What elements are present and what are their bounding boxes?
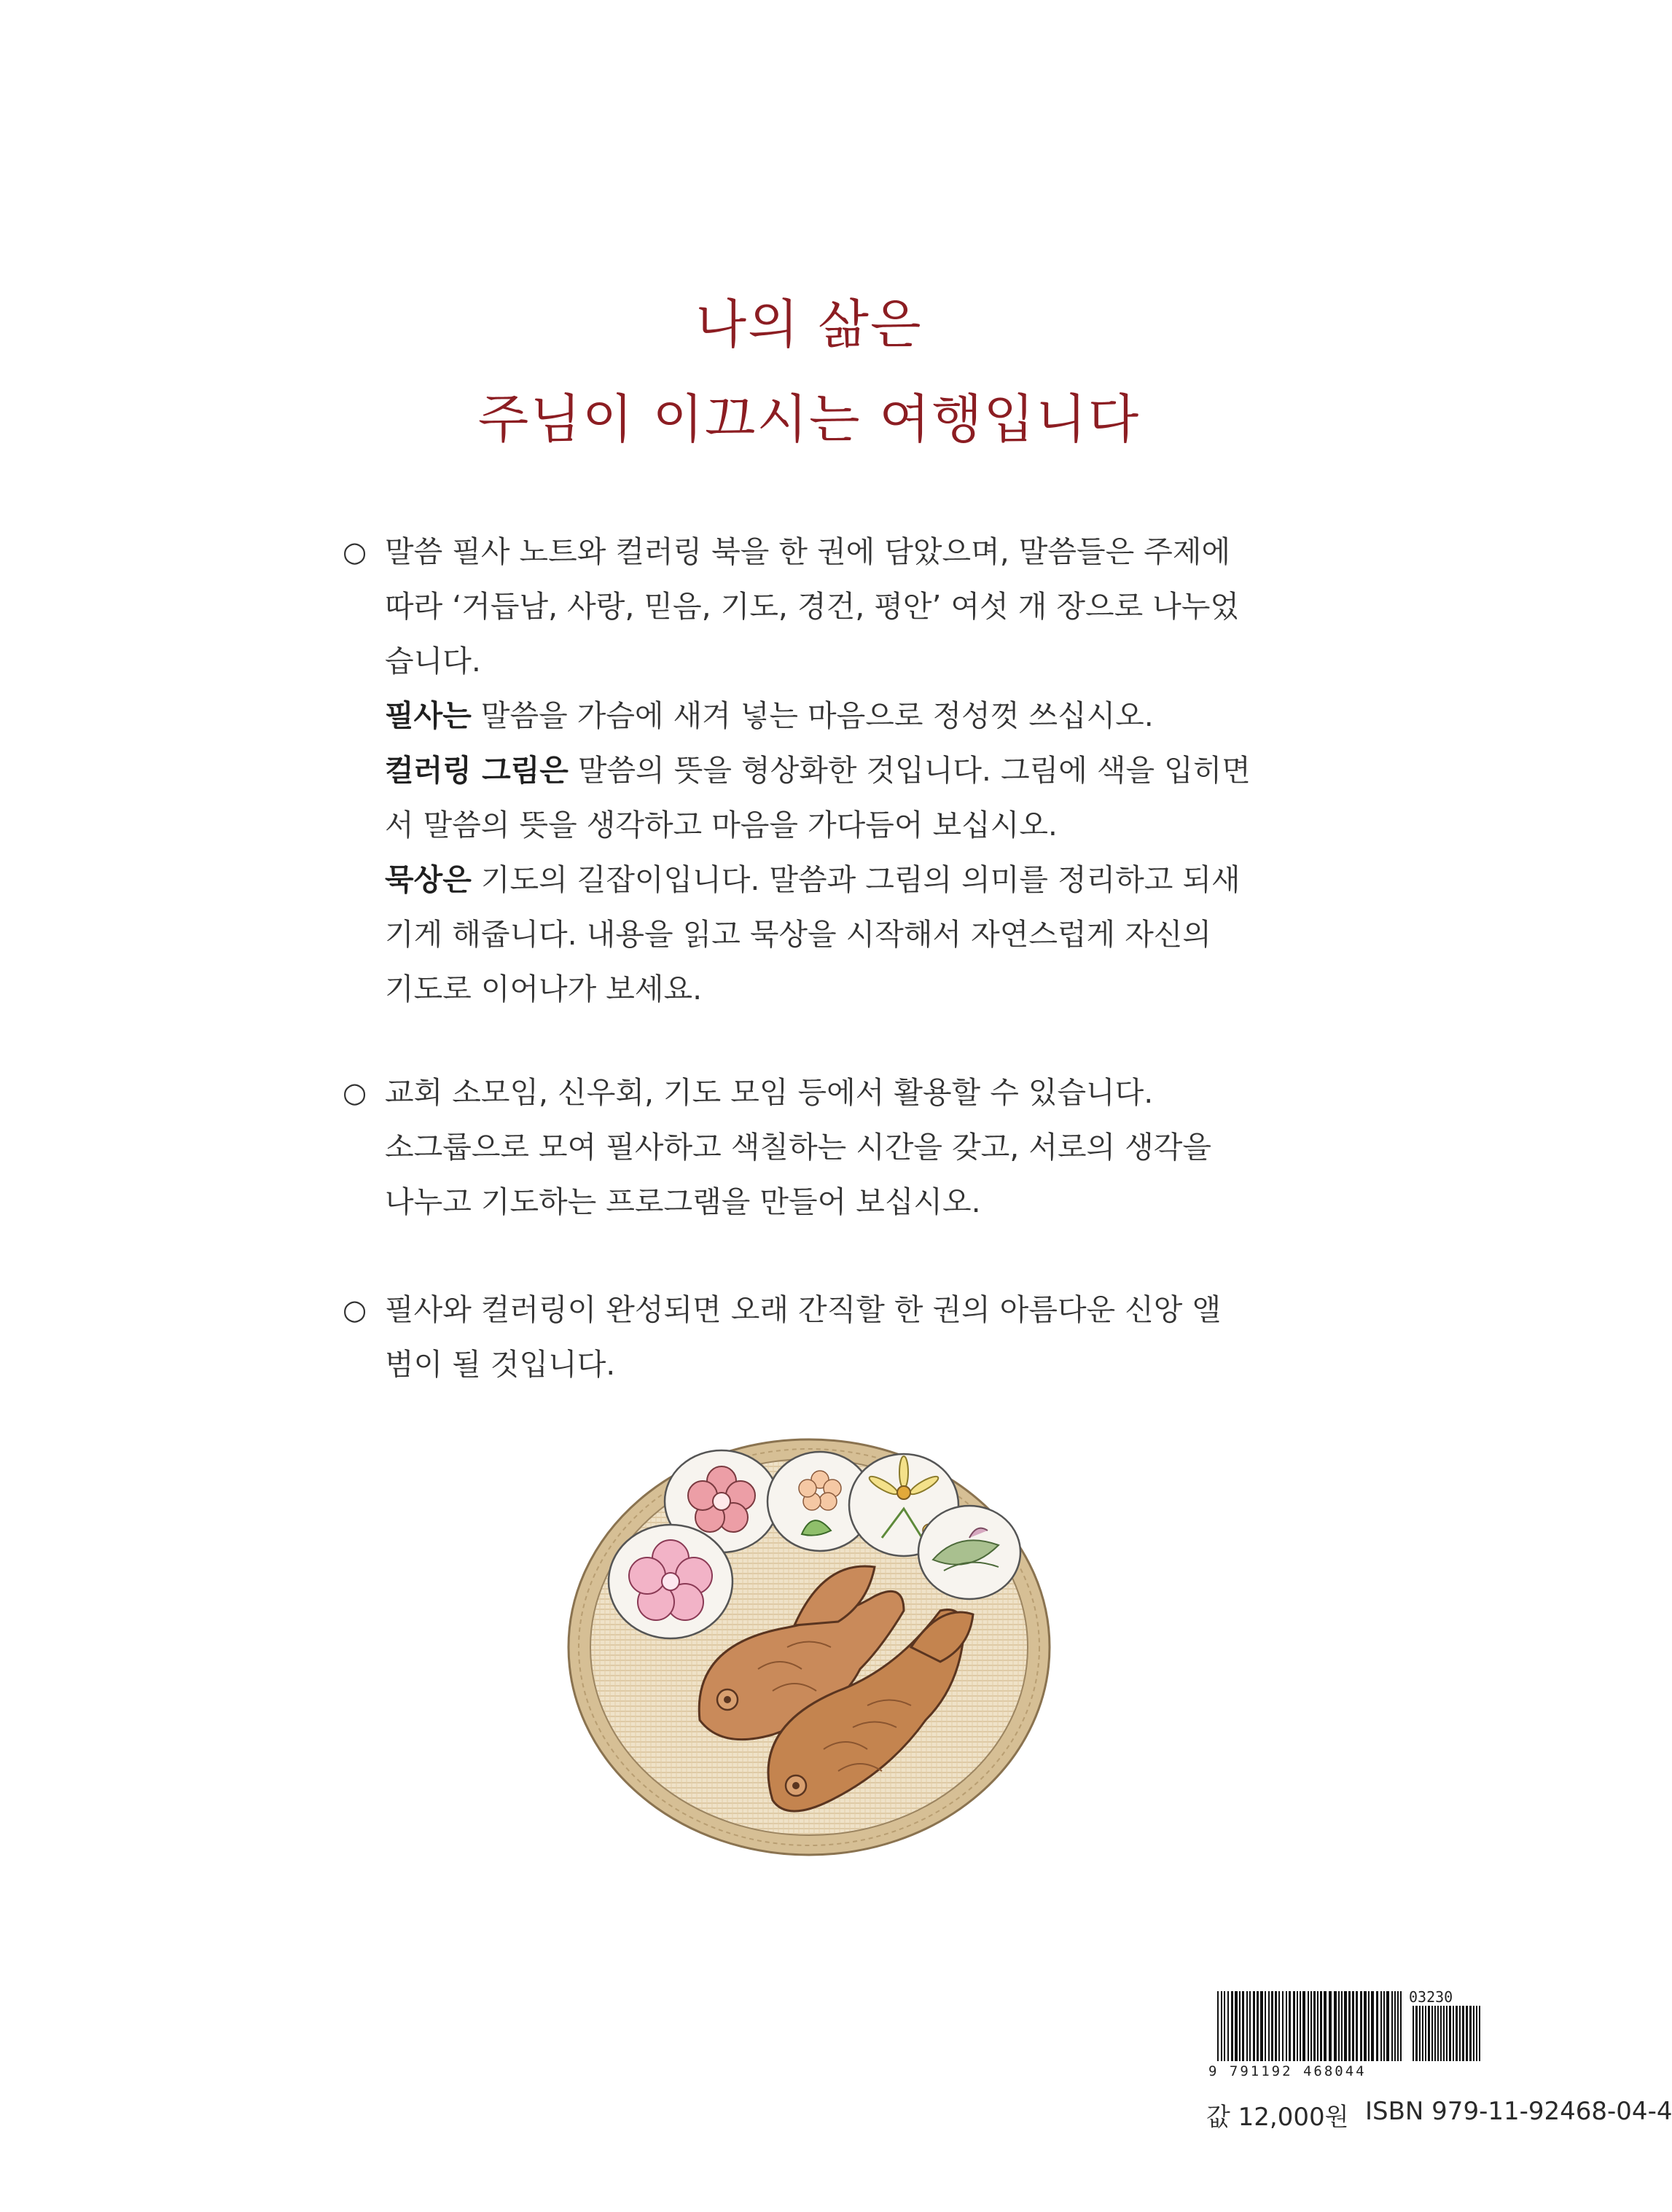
headline: [0, 277, 1618, 466]
pilsa-label: 필사는: [385, 698, 472, 733]
text: 말씀의 뜻을 형상화한 것입니다. 그림에 색을 입히면: [568, 753, 1251, 788]
paragraph-line: [343, 798, 1290, 853]
paragraph-line: [343, 907, 1290, 962]
headline-line-2: 주님이 이끄시는 여행입니다: [477, 388, 1141, 450]
description-section-3: [343, 1283, 1290, 1392]
headline-line-1: 나의 삶은: [695, 294, 923, 355]
text: 말씀을 가슴에 새겨 넣는 마음으로 정성껏 쓰십시오.: [471, 698, 1154, 733]
barcode-number: 9 791192 468044: [1208, 2063, 1367, 2079]
text: 기도의 길잡이입니다. 말씀과 그림의 의미를 정리하고 되새: [471, 862, 1241, 897]
paragraph-line: [343, 1283, 1290, 1337]
paragraph-line: [343, 689, 1290, 743]
rice-cake-pink-flower: [609, 1525, 733, 1638]
text: 말씀 필사 노트와 컬러링 북을 한 권에 담았으며, 말씀들은 주제에: [385, 534, 1231, 569]
paragraph-line: [343, 1066, 1290, 1120]
text: 소그룹으로 모여 필사하고 색칠하는 시간을 갖고, 서로의 생각을: [385, 1130, 1212, 1165]
paragraph-line: [343, 1175, 1290, 1230]
bullet-circle-icon: ○: [343, 1076, 367, 1109]
text: 교회 소모임, 신우회, 기도 모임 등에서 활용할 수 있습니다.: [385, 1075, 1154, 1110]
paragraph-line: [343, 1120, 1290, 1175]
bullet-circle-icon: ○: [343, 1294, 367, 1326]
bamboo-tray-illustration: [561, 1429, 1057, 1859]
paragraph-line: [343, 853, 1290, 907]
text: 기도로 이어나가 보세요.: [385, 972, 703, 1007]
text: 습니다.: [385, 644, 481, 679]
text: 나누고 기도하는 프로그램을 만들어 보십시오.: [385, 1184, 981, 1219]
description-section-2: [343, 1066, 1290, 1230]
text: 필사와 컬러링이 완성되면 오래 간직할 한 권의 아름다운 신앙 앨: [385, 1292, 1222, 1327]
paragraph-line: [343, 743, 1290, 798]
barcode-addon-number: 03230: [1409, 1988, 1453, 2006]
text: 서 말씀의 뜻을 생각하고 마음을 가다듬어 보십시오.: [385, 808, 1058, 843]
text: 따라 ‘거듭남, 사랑, 믿음, 기도, 경건, 평안’ 여섯 개 장으로 나누었: [385, 589, 1240, 624]
rice-cake-leaves: [918, 1506, 1020, 1599]
paragraph-line: [343, 525, 1290, 579]
muksang-label: 묵상은: [385, 862, 472, 897]
paragraph-line: [343, 634, 1290, 689]
text: 기게 해줍니다. 내용을 읽고 묵상을 시작해서 자연스럽게 자신의: [385, 917, 1212, 952]
text: 범이 될 것입니다.: [385, 1347, 616, 1382]
bullet-circle-icon: ○: [343, 536, 367, 568]
price: 값 12,000원: [1206, 2103, 1349, 2132]
paragraph-line: [343, 1337, 1290, 1392]
coloring-label: 컬러링 그림은: [385, 753, 569, 788]
paragraph-line: [343, 579, 1290, 634]
isbn: ISBN 979-11-92468-04-4: [1365, 2097, 1672, 2126]
description-section-1: [343, 525, 1290, 1017]
paragraph-line: [343, 962, 1290, 1017]
